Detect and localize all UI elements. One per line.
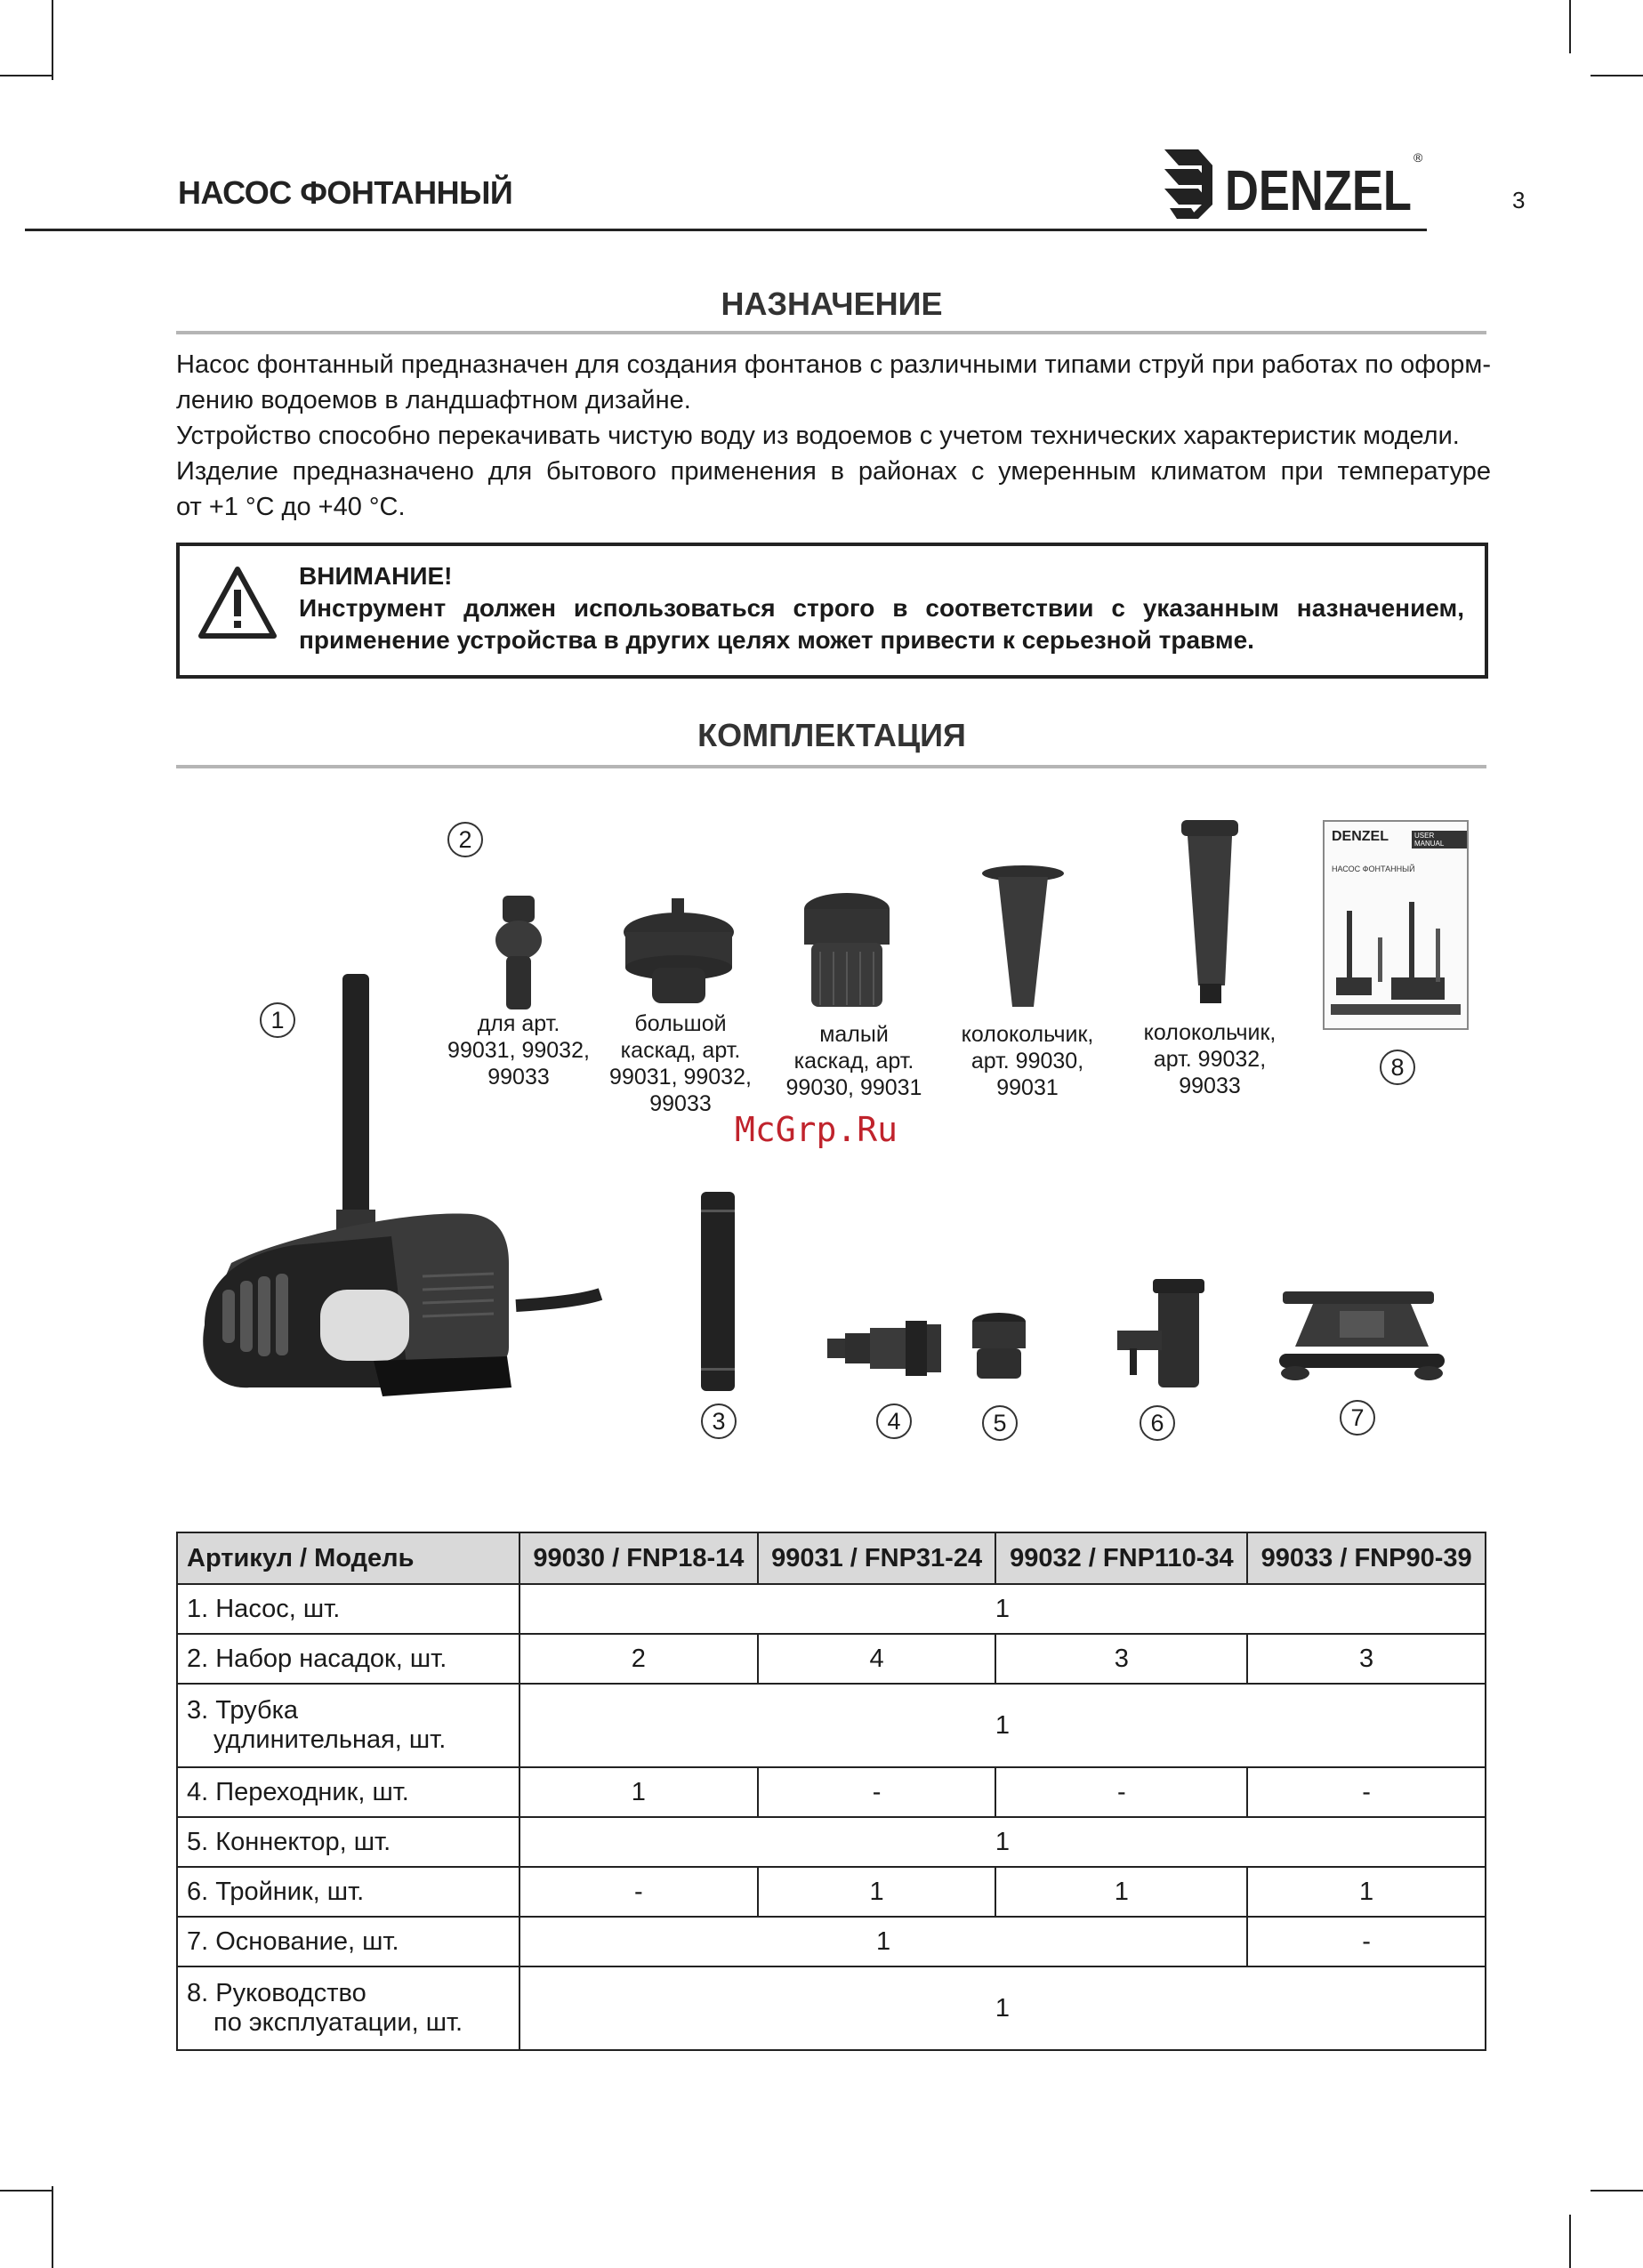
caption-nozzle-b bbox=[605, 1010, 756, 1117]
table-cell: 1 bbox=[758, 1867, 996, 1917]
caption-nozzle-d bbox=[943, 1021, 1112, 1101]
crop-mark bbox=[52, 0, 53, 80]
row-label-line: по эксплуатации, шт. bbox=[213, 2008, 463, 2037]
table-cell: 1 bbox=[519, 1584, 1486, 1634]
marker-5: 5 bbox=[982, 1405, 1018, 1441]
warning-triangle-icon bbox=[197, 565, 278, 640]
caption-line: колокольчик, bbox=[1143, 1020, 1277, 1045]
tee-illustration bbox=[1114, 1277, 1212, 1393]
table-cell: 1 bbox=[995, 1867, 1247, 1917]
marker-4: 4 bbox=[876, 1403, 912, 1439]
purpose-text bbox=[176, 347, 1491, 525]
marker-7: 7 bbox=[1340, 1400, 1375, 1436]
row-label: 6. Тройник, шт. bbox=[177, 1867, 519, 1917]
manual-cover-illustration bbox=[1323, 820, 1469, 1030]
nozzle-illustration bbox=[979, 865, 1067, 1016]
extension-tube-illustration bbox=[697, 1190, 738, 1393]
document-title: НАСОС ФОНТАННЫЙ bbox=[178, 174, 513, 211]
crop-mark bbox=[1591, 2190, 1643, 2192]
table-cell: 3 bbox=[1247, 1634, 1486, 1684]
row-label-line: 3. Трубка bbox=[187, 1696, 299, 1725]
table-row bbox=[177, 1767, 1486, 1817]
row-label bbox=[177, 1966, 519, 2050]
warning-line: применение устройства в других целях может привести к серьезной травме. bbox=[299, 626, 1254, 654]
caption-line: 99030, 99031 bbox=[785, 1075, 922, 1100]
warning-heading: ВНИМАНИЕ! bbox=[299, 562, 453, 590]
table-cell: 1 bbox=[1247, 1867, 1486, 1917]
caption-line: 99031, 99032, bbox=[447, 1038, 590, 1063]
page-number: 3 bbox=[1512, 187, 1526, 213]
table-header-cell: Артикул / Модель bbox=[177, 1532, 519, 1584]
marker-1: 1 bbox=[260, 1002, 295, 1038]
purpose-line: лению водоемов в ландшафтном дизайне. bbox=[176, 386, 691, 414]
row-label: 7. Основание, шт. bbox=[177, 1917, 519, 1966]
marker-2: 2 bbox=[447, 822, 483, 857]
caption-line: арт. 99032, bbox=[1153, 1047, 1267, 1072]
caption-line: для арт. bbox=[477, 1011, 560, 1036]
caption-line: 99033 bbox=[487, 1065, 550, 1090]
table-row bbox=[177, 1684, 1486, 1767]
table-row bbox=[177, 1817, 1486, 1867]
table-cell: 1 bbox=[519, 1917, 1247, 1966]
crop-mark bbox=[1569, 0, 1571, 53]
table-cell: - bbox=[1247, 1917, 1486, 1966]
kit-table bbox=[176, 1532, 1486, 2051]
warning-line: Инструмент должен использоваться строго в соответствии с указанным назначением, bbox=[299, 594, 1464, 622]
caption-nozzle-e bbox=[1125, 1019, 1294, 1099]
watermark: McGrp.Ru bbox=[735, 1110, 898, 1149]
caption-line: большой bbox=[634, 1011, 727, 1036]
section-rule bbox=[176, 765, 1486, 768]
denzel-logo bbox=[1161, 142, 1428, 224]
manual-title: НАСОС ФОНТАННЫЙ bbox=[1332, 865, 1415, 873]
crop-mark bbox=[1591, 75, 1643, 76]
table-cell: - bbox=[1247, 1767, 1486, 1817]
manual-badge: USER MANUAL bbox=[1412, 831, 1467, 848]
table-header-cell: 99030 / FNP18-14 bbox=[519, 1532, 758, 1584]
crop-mark bbox=[52, 2186, 53, 2268]
table-cell: - bbox=[995, 1767, 1247, 1817]
table-header-row bbox=[177, 1532, 1486, 1584]
purpose-line: от +1 °C до +40 °C. bbox=[176, 493, 406, 521]
table-header-cell: 99031 / FNP31-24 bbox=[758, 1532, 996, 1584]
table-cell: 2 bbox=[519, 1634, 758, 1684]
caption-line: 99033 bbox=[649, 1091, 712, 1116]
table-row bbox=[177, 1917, 1486, 1966]
marker-6: 6 bbox=[1140, 1405, 1175, 1441]
header-rule bbox=[25, 229, 1427, 231]
crop-mark bbox=[0, 75, 53, 76]
nozzle-illustration bbox=[802, 889, 891, 1014]
marker-8: 8 bbox=[1380, 1050, 1415, 1085]
table-cell: 1 bbox=[519, 1817, 1486, 1867]
nozzle-illustration bbox=[1179, 816, 1241, 1008]
row-label-line: 8. Руководство bbox=[187, 1979, 366, 2007]
manual-brand: DENZEL bbox=[1332, 829, 1389, 844]
table-cell: - bbox=[519, 1867, 758, 1917]
purpose-line: Изделие предназначено для бытового применения в районах с умеренным климатом при температуре bbox=[176, 457, 1491, 486]
caption-line: колокольчик, bbox=[961, 1022, 1094, 1047]
marker-3: 3 bbox=[701, 1403, 737, 1439]
connector-illustration bbox=[968, 1311, 1030, 1382]
row-label: 2. Набор насадок, шт. bbox=[177, 1634, 519, 1684]
row-label: 1. Насос, шт. bbox=[177, 1584, 519, 1634]
table-cell: 1 bbox=[519, 1684, 1486, 1767]
section-title-kit: КОМПЛЕКТАЦИЯ bbox=[697, 717, 966, 753]
crop-mark bbox=[1569, 2215, 1571, 2268]
table-cell: 3 bbox=[995, 1634, 1247, 1684]
crop-mark bbox=[0, 2190, 53, 2192]
table-cell: - bbox=[758, 1767, 996, 1817]
nozzle-illustration bbox=[494, 894, 547, 1018]
caption-nozzle-c bbox=[778, 1021, 930, 1101]
row-label: 4. Переходник, шт. bbox=[177, 1767, 519, 1817]
registered-mark: ® bbox=[1413, 150, 1423, 165]
warning-text bbox=[299, 560, 1464, 656]
caption-nozzle-a bbox=[434, 1010, 603, 1090]
purpose-line: Устройство способно перекачивать чистую воду из водоемов с учетом технических характеристик модели. bbox=[176, 422, 1460, 450]
table-cell: 1 bbox=[519, 1767, 758, 1817]
table-row bbox=[177, 1867, 1486, 1917]
row-label bbox=[177, 1684, 519, 1767]
caption-line: 99031, 99032, bbox=[609, 1065, 752, 1090]
caption-line: малый bbox=[819, 1022, 889, 1047]
caption-line: арт. 99030, bbox=[970, 1049, 1084, 1074]
caption-line: каскад, арт. bbox=[620, 1038, 741, 1063]
table-cell: 1 bbox=[519, 1966, 1486, 2050]
purpose-line: Насос фонтанный предназначен для создания фонтанов с различными типами струй при работах по оформ- bbox=[176, 350, 1491, 379]
table-header-cell: 99032 / FNP110-34 bbox=[995, 1532, 1247, 1584]
row-label-line: удлинительная, шт. bbox=[213, 1725, 447, 1754]
section-title-purpose: НАЗНАЧЕНИЕ bbox=[721, 286, 943, 322]
table-row bbox=[177, 1966, 1486, 2050]
caption-line: 99031 bbox=[996, 1075, 1059, 1100]
section-rule bbox=[176, 331, 1486, 334]
adapter-illustration bbox=[826, 1319, 943, 1378]
table-row bbox=[177, 1634, 1486, 1684]
table-row bbox=[177, 1584, 1486, 1634]
base-illustration bbox=[1277, 1284, 1446, 1384]
caption-line: каскад, арт. bbox=[793, 1049, 914, 1074]
brand-text: DENZEL bbox=[1225, 158, 1412, 222]
table-header-cell: 99033 / FNP90-39 bbox=[1247, 1532, 1486, 1584]
row-label: 5. Коннектор, шт. bbox=[177, 1817, 519, 1867]
caption-line: 99033 bbox=[1179, 1074, 1241, 1098]
table-cell: 4 bbox=[758, 1634, 996, 1684]
nozzle-illustration bbox=[618, 897, 743, 1012]
